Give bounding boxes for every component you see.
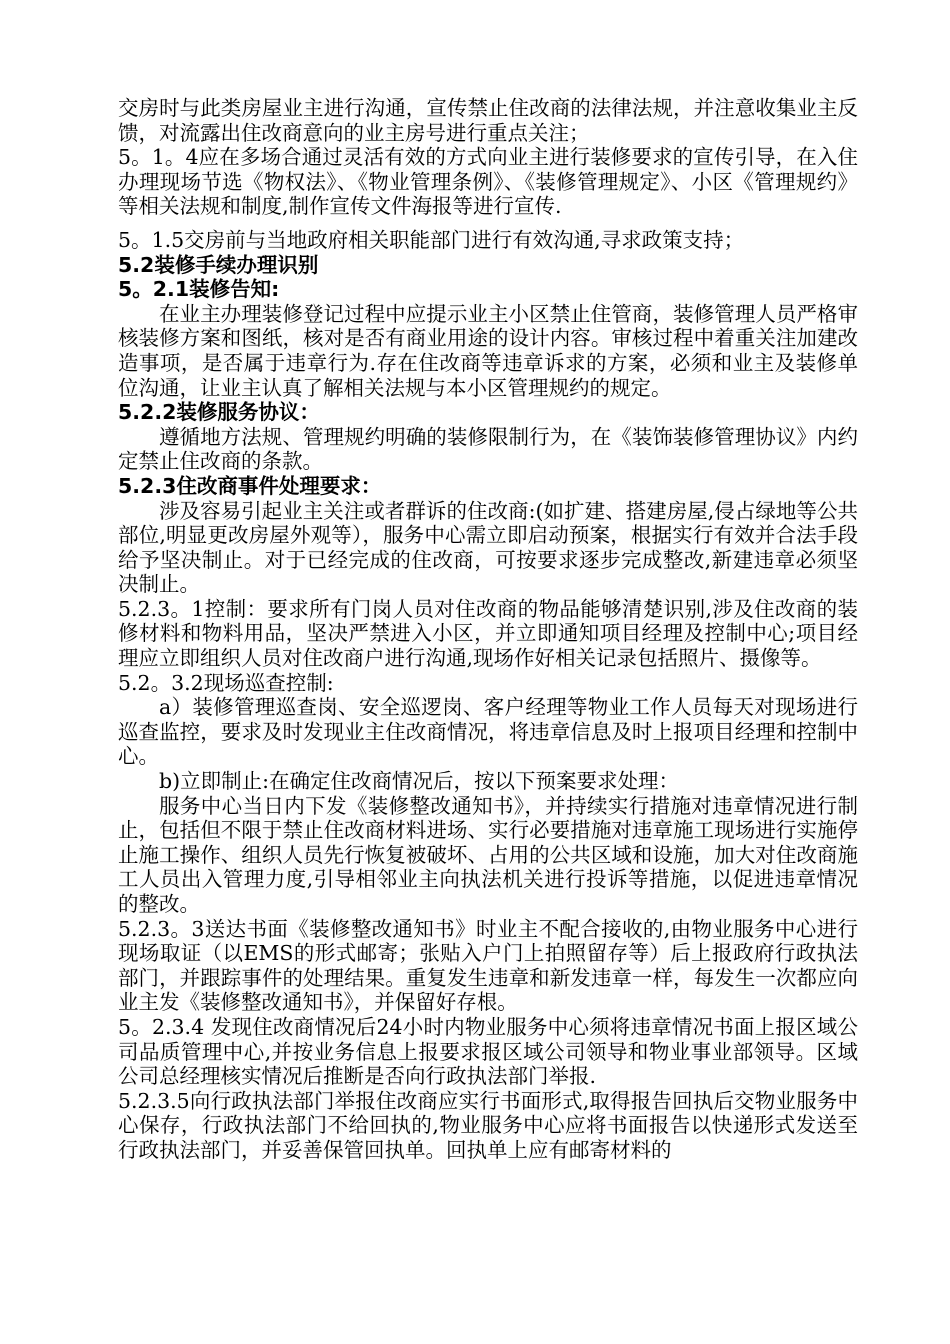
- paragraph-5-1-5: 5。1.5交房前与当地政府相关职能部门进行有效沟通,寻求政策支持；: [118, 227, 745, 252]
- heading-5-2-2: 5.2.2装修服务协议：: [118, 400, 320, 425]
- paragraph-5-2-3-5: 5.2.3.5向行政执法部门举报住改商应实行书面形式,取得报告回执后交物业服务中心保存，行政执法部门不给回执的,物业服务中心应将书面报告以快递形式发送至行政执法部门，并妥善保管回执单。回执单上应有邮寄材料的: [118, 1088, 858, 1162]
- paragraph-item-b: b)立即制止:在确定住改商情况后，按以下预案要求处理：: [159, 769, 680, 794]
- paragraph-notice-owners: 交房时与此类房屋业主进行沟通，宣传禁止住改商的法律法规，并注意收集业主反馈，对流露出住改商意向的业主房号进行重点关注；: [118, 96, 858, 145]
- paragraph-5-2-2-body: 遵循地方法规、管理规约明确的装修限制行为，在《装饰装修管理协议》内约定禁止住改商的条款。: [118, 424, 858, 474]
- document-page: [118, 96, 858, 1163]
- paragraph-5-1-4: 5。1。4应在多场合通过灵活有效的方式向业主进行装修要求的宣传引导，在入住办理现场节选《物权法》、《物业管理条例》、《装修管理规定》、小区《管理规约》等相关法规和制度,制作宣传文件海报等进行宣传.: [118, 145, 858, 219]
- heading-5-2: 5.2装修手续办理识别: [118, 252, 319, 277]
- paragraph-5-2-3-body: 涉及容易引起业主关注或者群诉的住改商:(如扩建、搭建房屋,侵占绿地等公共部位,明显更改房屋外观等），服务中心需立即启动预案，根据实行有效并合法手段给予坚决制止。对于已经完成的住改商，可按要求逐步完成整改,新建违章必须坚决制止。: [118, 498, 858, 597]
- paragraph-5-2-3-3: 5.2.3。3送达书面《装修整改通知书》时业主不配合接收的,由物业服务中心进行现场取证（以EMS的形式邮寄；张贴入户门上拍照留存等）后上报政府行政执法部门，并跟踪事件的处理结果。重复发生违章和新发违章一样，每发生一次都应向业主发《装修整改通知书》，并保留好存根。: [118, 916, 858, 1015]
- paragraph-5-2-1-body: 在业主办理装修登记过程中应提示业主小区禁止住管商，装修管理人员严格审核装修方案和图纸，核对是否有商业用途的设计内容。审核过程中着重关注加建改造事项，是否属于违章行为.存在住改商等违章诉求的方案，必须和业主及装修单位沟通，让业主认真了解相关法规与本小区管理规约的规定。: [118, 301, 858, 400]
- paragraph-item-b-body: 服务中心当日内下发《装修整改通知书》，并持续实行措施对违章情况进行制止，包括但不限于禁止住改商材料进场、实行必要措施对违章施工现场进行实施停止施工操作、组织人员先行恢复被破坏、占用的公共区域和设施，加大对住改商施工人员出入管理力度,引导相邻业主向执法机关进行投诉等措施，以促进违章情况的整改。: [118, 793, 858, 916]
- paragraph-item-a: a）装修管理巡查岗、安全巡逻岗、客户经理等物业工作人员每天对现场进行巡查监控，要求及时发现业主住改商情况，将违章信息及时上报项目经理和控制中心。: [118, 695, 858, 769]
- paragraph-5-2-3-2: 5.2。3.2现场巡查控制:: [118, 670, 334, 695]
- paragraph-5-2-3-1: 5.2.3。1控制：要求所有门岗人员对住改商的物品能够清楚识别,涉及住改商的装修材料和物料用品，坚决严禁进入小区，并立即通知项目经理及控制中心;项目经理应立即组织人员对住改商户进行沟通,现场作好相关记录包括照片、摄像等。: [118, 596, 858, 671]
- heading-5-2-1: 5。2.1装修告知:: [118, 277, 280, 302]
- paragraph-5-2-3-4: 5。2.3.4 发现住改商情况后24小时内物业服务中心须将违章情况书面上报区域公司品质管理中心,并按业务信息上报要求报区域公司领导和物业事业部领导。区域公司总经理核实情况后推断是否向行政执法部门举报.: [118, 1014, 858, 1089]
- heading-5-2-3: 5.2.3住改商事件处理要求：: [118, 473, 382, 498]
